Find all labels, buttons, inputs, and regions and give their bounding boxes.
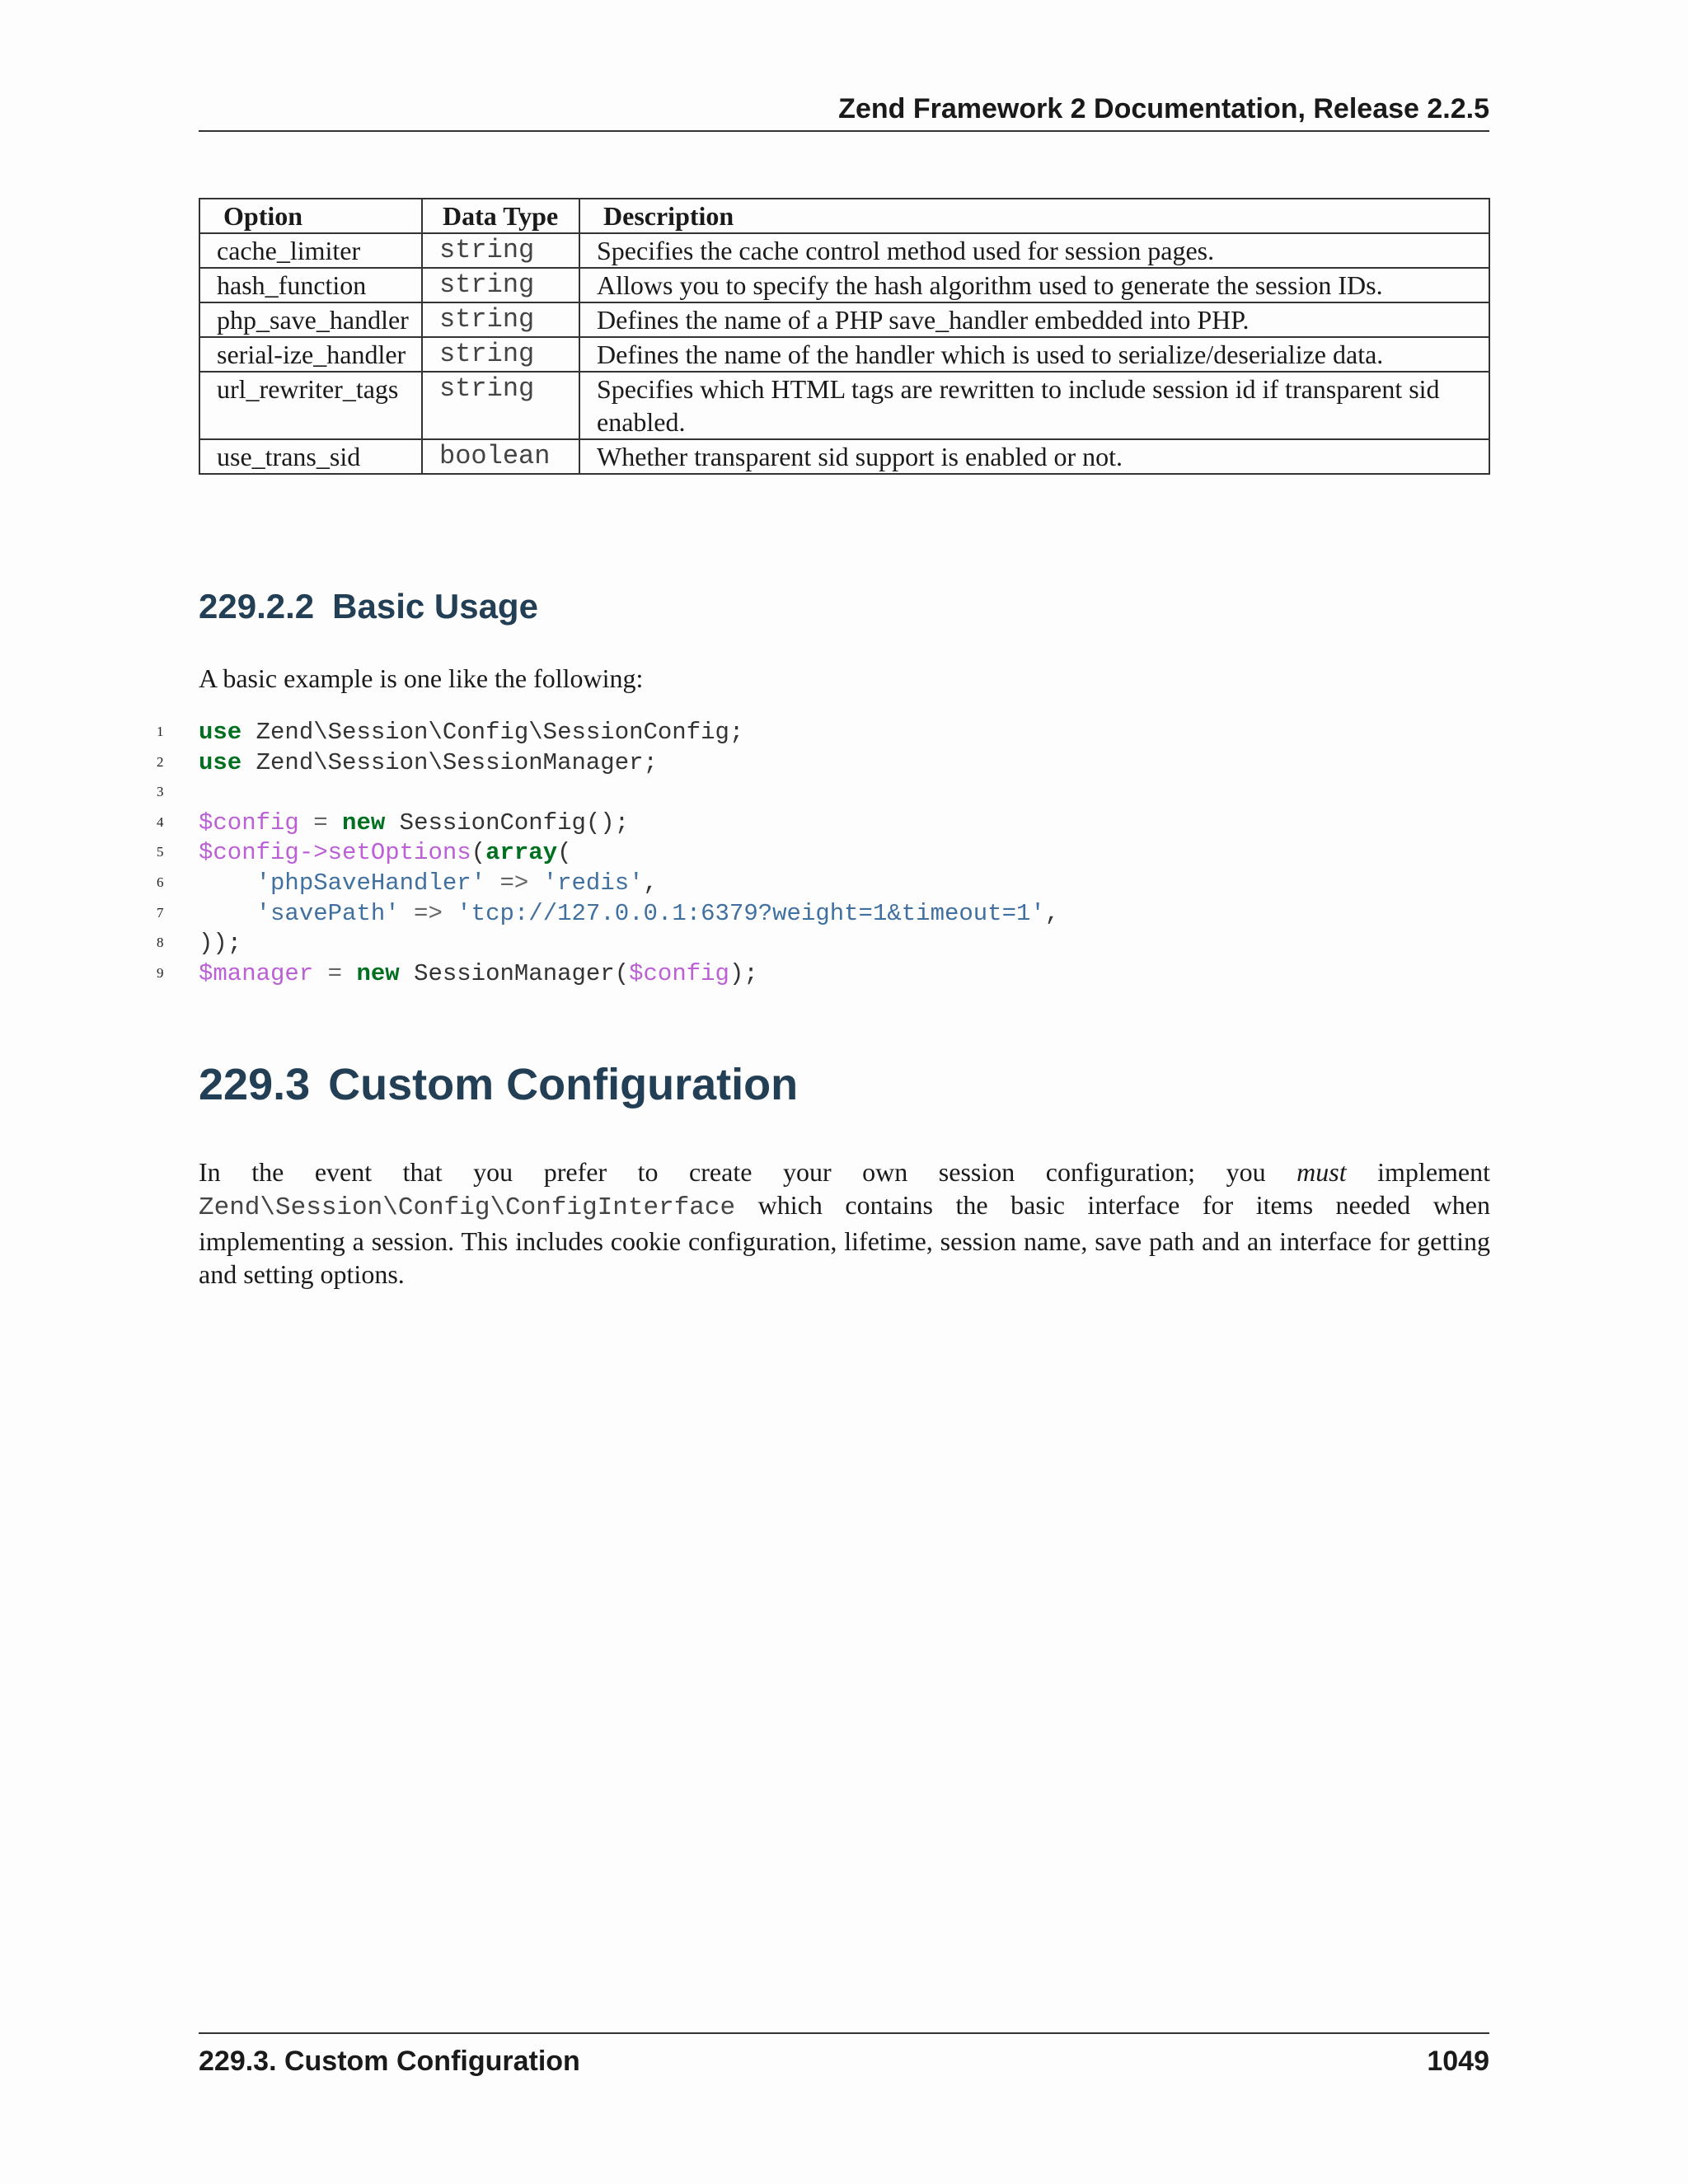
code-variable: $config (199, 808, 299, 837)
option-type: string (422, 233, 579, 268)
code-indent (199, 900, 256, 927)
code-keyword: new (342, 808, 386, 837)
code-text: , (1044, 899, 1060, 927)
table-row (199, 372, 1489, 439)
line-number: 1 (157, 724, 164, 739)
column-header-option: Option (199, 199, 422, 233)
option-name: php_save_handler (199, 302, 422, 337)
code-text: Zend\Session\SessionManager; (241, 748, 658, 776)
code-operator: => (485, 869, 543, 897)
section-number: 229.3 (199, 1060, 311, 1109)
option-description: Allows you to specify the hash algorithm used to generate the session IDs. (579, 268, 1489, 302)
option-type: boolean (422, 439, 579, 474)
basic-usage-intro: A basic example is one like the following: (199, 663, 644, 693)
page-number: 1049 (1427, 2046, 1489, 2077)
section-title: Custom Configuration (328, 1060, 799, 1109)
custom-configuration-paragraph (199, 1155, 1490, 1291)
code-string: 'phpSaveHandler' (256, 869, 486, 897)
code-operator: => (399, 899, 457, 927)
table-row (199, 302, 1489, 337)
section-title: Basic Usage (332, 587, 538, 626)
code-variable: $manager (199, 959, 314, 987)
section-heading-basic-usage (199, 587, 538, 626)
code-line (157, 958, 1059, 989)
code-text: ( (471, 839, 486, 867)
line-number: 6 (157, 874, 164, 890)
option-description: Specifies the cache control method used for session pages. (579, 233, 1489, 268)
code-text: SessionConfig(); (385, 808, 630, 837)
code-line (157, 928, 1059, 958)
session-options-table (199, 198, 1490, 475)
table-row (199, 233, 1489, 268)
code-text: )); (199, 930, 242, 958)
code-text: SessionManager( (399, 959, 630, 987)
code-indent (199, 869, 256, 897)
option-description: Whether transparent sid support is enabled or not. (579, 439, 1489, 474)
table-row (199, 337, 1489, 372)
emphasis-text: must (1296, 1157, 1347, 1187)
code-keyword: use (199, 748, 242, 776)
table-header-row (199, 199, 1489, 233)
line-number: 4 (157, 813, 164, 830)
code-keyword: new (356, 959, 400, 987)
option-name: url_rewriter_tags (199, 372, 422, 439)
code-listing (157, 717, 1059, 988)
code-method: ->setOptions (298, 839, 471, 867)
option-type: string (422, 372, 579, 439)
code-line (157, 777, 1059, 808)
running-header: Zend Framework 2 Documentation, Release 2.2.5 (199, 91, 1489, 132)
code-keyword: use (199, 718, 242, 746)
code-operator: = (313, 959, 357, 987)
column-header-description: Description (579, 199, 1489, 233)
interface-name: Zend\Session\Config\ConfigInterface (199, 1193, 736, 1222)
option-name: cache_limiter (199, 233, 422, 268)
table-row (199, 268, 1489, 302)
line-number: 8 (157, 935, 164, 951)
code-string: 'tcp://127.0.0.1:6379?weight=1&timeout=1' (457, 899, 1045, 927)
table-row (199, 439, 1489, 474)
line-number: 7 (157, 904, 164, 921)
code-line (157, 748, 1059, 778)
code-variable: $config (199, 839, 299, 867)
option-type: string (422, 268, 579, 302)
code-line (157, 898, 1059, 929)
code-text: Zend\Session\Config\SessionConfig; (241, 718, 744, 746)
section-heading-custom-configuration (199, 1059, 798, 1110)
option-name: use_trans_sid (199, 439, 422, 474)
code-line (157, 717, 1059, 748)
page-footer (199, 2032, 1489, 2078)
paragraph-text: which contains the basic interface for items needed when implementing a session. This includes cookie configuration, lifetime, session name, save path and an interface for getting and setting options. (199, 1190, 1490, 1289)
section-number: 229.2.2 (199, 587, 315, 626)
code-keyword: array (485, 839, 558, 867)
option-type: string (422, 337, 579, 372)
code-line (157, 868, 1059, 898)
code-operator: = (298, 808, 343, 837)
paragraph-text: implement (1346, 1157, 1491, 1187)
option-description: Defines the name of the handler which is used to serialize/deserialize data. (579, 337, 1489, 372)
code-variable: $config (629, 959, 729, 987)
line-number: 3 (157, 784, 164, 800)
column-header-data-type: Data Type (422, 199, 579, 233)
line-number: 2 (157, 753, 164, 770)
paragraph-text: In the event that you prefer to create your own session configuration; you (199, 1157, 1297, 1187)
code-text: ( (557, 839, 572, 867)
line-number: 9 (157, 964, 164, 981)
code-text: , (643, 869, 658, 897)
line-number: 5 (157, 844, 164, 860)
option-description: Specifies which HTML tags are rewritten to include session id if transparent sid enabled. (579, 372, 1489, 439)
code-line (157, 808, 1059, 838)
code-line (157, 837, 1059, 868)
option-name: serial-ize_handler (199, 337, 422, 372)
option-type: string (422, 302, 579, 337)
footer-section: 229.3. Custom Configuration (199, 2046, 580, 2077)
code-string: 'savePath' (256, 899, 400, 927)
code-string: 'redis' (542, 869, 644, 897)
code-text: ); (729, 959, 758, 987)
option-description: Defines the name of a PHP save_handler embedded into PHP. (579, 302, 1489, 337)
option-name: hash_function (199, 268, 422, 302)
